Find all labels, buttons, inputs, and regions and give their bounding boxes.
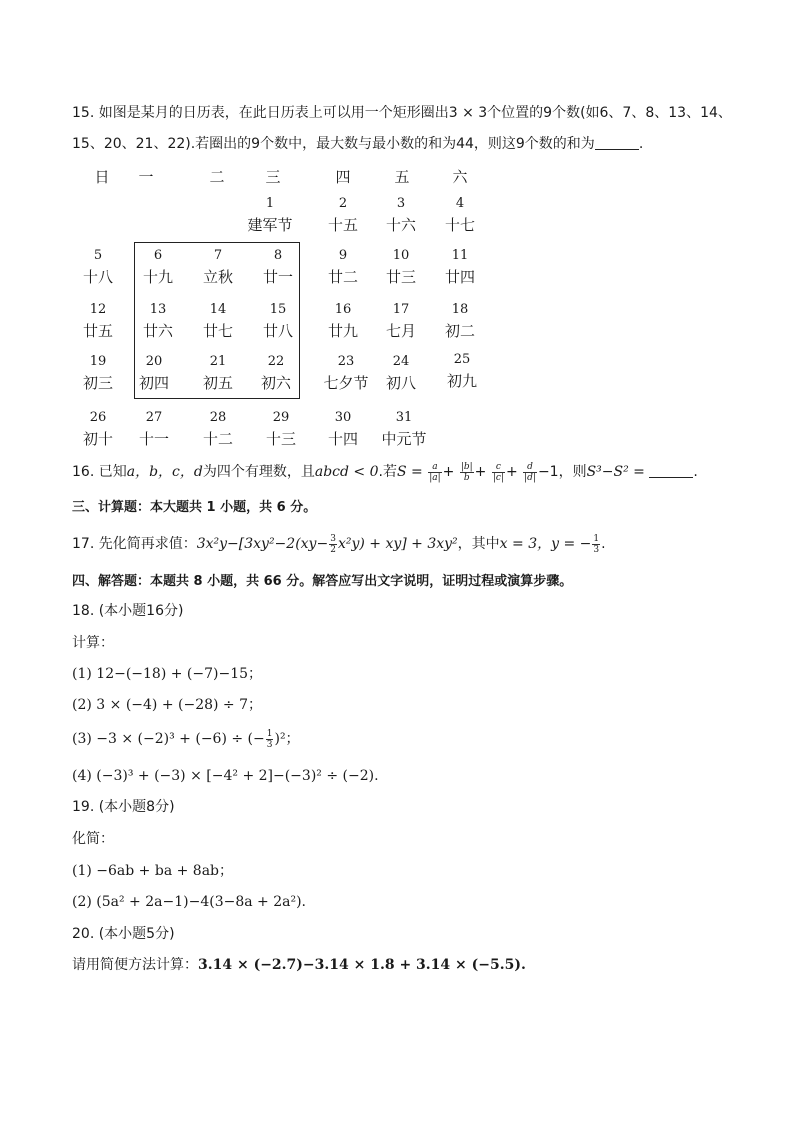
q16-tail: −1，则	[537, 464, 587, 480]
calendar-day	[190, 410, 246, 448]
q17-condition: x = 3，y = −	[499, 536, 592, 552]
lunar-label: 初四	[138, 374, 169, 392]
day-number: 18	[451, 302, 469, 317]
answer-blank	[595, 135, 639, 150]
fraction-1-3: $\frac{1}{3}$	[266, 728, 273, 750]
lunar-label: 七夕节	[323, 374, 369, 392]
calendar-day	[373, 248, 429, 286]
lunar-label: 十二	[202, 430, 233, 448]
q16-text: 为四个有理数，且	[202, 464, 315, 480]
day-number: 30	[334, 410, 352, 425]
weekday-thu: 四	[335, 168, 351, 186]
day-number: 25	[453, 352, 471, 367]
day-number: 2	[338, 196, 348, 211]
day-number: 10	[392, 248, 410, 263]
day-number: 22	[267, 354, 285, 369]
q15-period: .	[638, 136, 644, 152]
day-number: 21	[209, 354, 227, 369]
day-number: 4	[455, 196, 465, 211]
lunar-label: 十八	[82, 268, 113, 286]
lunar-label: 初八	[385, 374, 416, 392]
calendar-day	[318, 354, 374, 392]
q19-instruction: 化简：	[72, 831, 114, 847]
lunar-label: 廿二	[327, 268, 358, 286]
weekday-fri: 五	[394, 168, 410, 186]
q20-text: 请用简便方法计算：	[72, 957, 198, 973]
q20-expression: 3.14 × (−2.7)−3.14 × 1.8 + 3.14 × (−5.5).	[198, 957, 526, 973]
q18-part2: (2) 3 × (−4) + (−28) ÷ 7；	[72, 697, 263, 713]
day-number: 9	[338, 248, 348, 263]
lunar-label: 立秋	[202, 268, 233, 286]
q16-condition: abcd < 0	[314, 464, 379, 480]
lunar-label: 七月	[385, 322, 416, 340]
lunar-label: 廿五	[82, 322, 113, 340]
day-number: 29	[272, 410, 290, 425]
fraction-c: $\frac{c}{|c|}$	[492, 461, 504, 483]
calendar-day	[432, 302, 488, 340]
calendar-day	[373, 196, 429, 234]
calendar-day	[70, 354, 126, 392]
q17-label: 17. 先化简再求值：	[72, 536, 197, 552]
q16-line: 16. 已知a，b，c，d为四个有理数，且abcd < 0.若S = $\frac{a}{|a|}$ + $\frac{|b|}{b}$ + $\frac{c}{|c|}$ + $\frac{d}{|d|}$ −1，则S³−S² = .	[72, 461, 698, 483]
section-4-heading: 四、解答题：本题共 8 小题，共 66 分。解答应写出文字说明，证明过程或演算步骤。	[72, 574, 573, 589]
day-number: 17	[392, 302, 410, 317]
day-number: 23	[337, 354, 355, 369]
day-number: 28	[209, 410, 227, 425]
day-number: 26	[89, 410, 107, 425]
lunar-label: 初六	[260, 374, 291, 392]
lunar-label: 廿四	[444, 268, 475, 286]
lunar-label: 初五	[202, 374, 233, 392]
lunar-label: 十四	[327, 430, 358, 448]
day-number: 11	[451, 248, 469, 263]
q20-heading: 20. (本小题5分)	[72, 926, 175, 942]
fraction-b: $\frac{|b|}{b}$	[460, 461, 473, 483]
q16-label: 16. 已知	[72, 464, 127, 480]
lunar-label: 十六	[385, 216, 416, 234]
lunar-label: 廿八	[262, 322, 293, 340]
q17-period: .	[601, 536, 606, 552]
calendar-day	[315, 410, 371, 448]
weekday-tue: 二	[209, 168, 225, 186]
day-number: 3	[396, 196, 406, 211]
q18-part4: (4) (−3)³ + (−3) × [−4² + 2]−(−3)² ÷ (−2).	[72, 768, 379, 784]
calendar-day	[70, 410, 126, 448]
section-3-heading: 三、计算题：本大题共 1 小题，共 6 分。	[72, 500, 317, 515]
calendar-day	[70, 248, 126, 286]
q17-text: ，其中	[457, 536, 500, 552]
q19-heading: 19. (本小题8分)	[72, 799, 175, 815]
answer-blank	[649, 463, 693, 478]
q20-line	[72, 955, 526, 975]
day-number: 31	[395, 410, 413, 425]
q16-expression: S³−S² =	[586, 464, 645, 480]
q19-part2: (2) (5a² + 2a−1)−4(3−8a + 2a²).	[72, 894, 306, 910]
calendar-day	[253, 410, 309, 448]
fraction-a: $\frac{a}{|a|}$	[429, 461, 441, 483]
q19-part1: (1) −6ab + ba + 8ab；	[72, 863, 234, 879]
day-number: 5	[93, 248, 103, 263]
weekday-sat: 六	[452, 168, 468, 186]
calendar-day	[315, 302, 371, 340]
q15-line2-text: 15、20、21、22).若圈出的9个数中，最大数与最小数的和为44，则这9个数的和为	[72, 136, 595, 152]
lunar-label: 十三	[265, 430, 296, 448]
lunar-label: 初三	[82, 374, 113, 392]
q16-text2: .若	[378, 464, 397, 480]
q15-line1: 15. 如图是某月的日历表，在此日历表上可以用一个矩形圈出3 × 3个位置的9个数(如6、7、8、13、14、	[72, 105, 732, 121]
day-number: 19	[89, 354, 107, 369]
calendar-day	[70, 302, 126, 340]
lunar-label: 建军节	[247, 216, 293, 234]
lunar-label: 中元节	[381, 430, 427, 448]
q18-part3-b: )²；	[274, 731, 300, 747]
selection-rectangle	[134, 242, 300, 399]
day-number: 14	[209, 302, 227, 317]
lunar-label: 十七	[444, 216, 475, 234]
calendar-day	[432, 196, 488, 234]
weekday-mon: 一	[138, 168, 154, 186]
fraction-d: $\frac{d}{|d|}$	[524, 461, 536, 483]
calendar-day	[126, 410, 182, 448]
lunar-label: 廿六	[142, 322, 173, 340]
calendar-day	[432, 248, 488, 286]
day-number: 12	[89, 302, 107, 317]
q17-expr2: x²y) + xy] + 3xy²	[337, 536, 458, 552]
calendar-day	[373, 302, 429, 340]
calendar-day	[373, 354, 429, 392]
day-number: 7	[213, 248, 223, 263]
day-number: 13	[149, 302, 167, 317]
q16-period: .	[693, 464, 698, 480]
q16-s: S =	[396, 464, 423, 480]
lunar-label: 十一	[138, 430, 169, 448]
lunar-label: 初十	[82, 430, 113, 448]
q18-instruction: 计算：	[72, 635, 114, 651]
weekday-sun: 日	[94, 168, 110, 186]
fraction-1-3: $\frac{1}{3}$	[593, 533, 600, 555]
calendar-day	[434, 352, 490, 390]
calendar-day	[315, 248, 371, 286]
calendar-day	[242, 196, 298, 234]
q18-part3	[72, 726, 300, 752]
q18-heading: 18. (本小题16分)	[72, 603, 184, 619]
q17-expr1: 3x²y−[3xy²−2(xy−	[196, 536, 329, 552]
q17-line	[72, 531, 606, 557]
lunar-label: 初九	[446, 372, 477, 390]
calendar-day	[315, 196, 371, 234]
q18-part1: (1) 12−(−18) + (−7)−15；	[72, 666, 263, 682]
day-number: 8	[273, 248, 283, 263]
day-number: 6	[153, 248, 163, 263]
q15-line2	[72, 134, 643, 154]
day-number: 27	[145, 410, 163, 425]
day-number: 15	[269, 302, 287, 317]
day-number: 20	[145, 354, 163, 369]
calendar-day	[376, 410, 432, 448]
lunar-label: 廿九	[327, 322, 358, 340]
lunar-label: 初二	[444, 322, 475, 340]
q18-part3-a: (3) −3 × (−2)³ + (−6) ÷ (−	[72, 731, 265, 747]
day-number: 16	[334, 302, 352, 317]
lunar-label: 廿七	[202, 322, 233, 340]
day-number: 1	[265, 196, 275, 211]
q16-vars: a，b，c，d	[126, 464, 203, 480]
fraction-3-2: $\frac{3}{2}$	[330, 533, 336, 555]
lunar-label: 廿一	[262, 268, 293, 286]
day-number: 24	[392, 354, 410, 369]
lunar-label: 十九	[142, 268, 173, 286]
lunar-label: 十五	[327, 216, 358, 234]
lunar-label: 廿三	[385, 268, 416, 286]
weekday-wed: 三	[265, 168, 281, 186]
